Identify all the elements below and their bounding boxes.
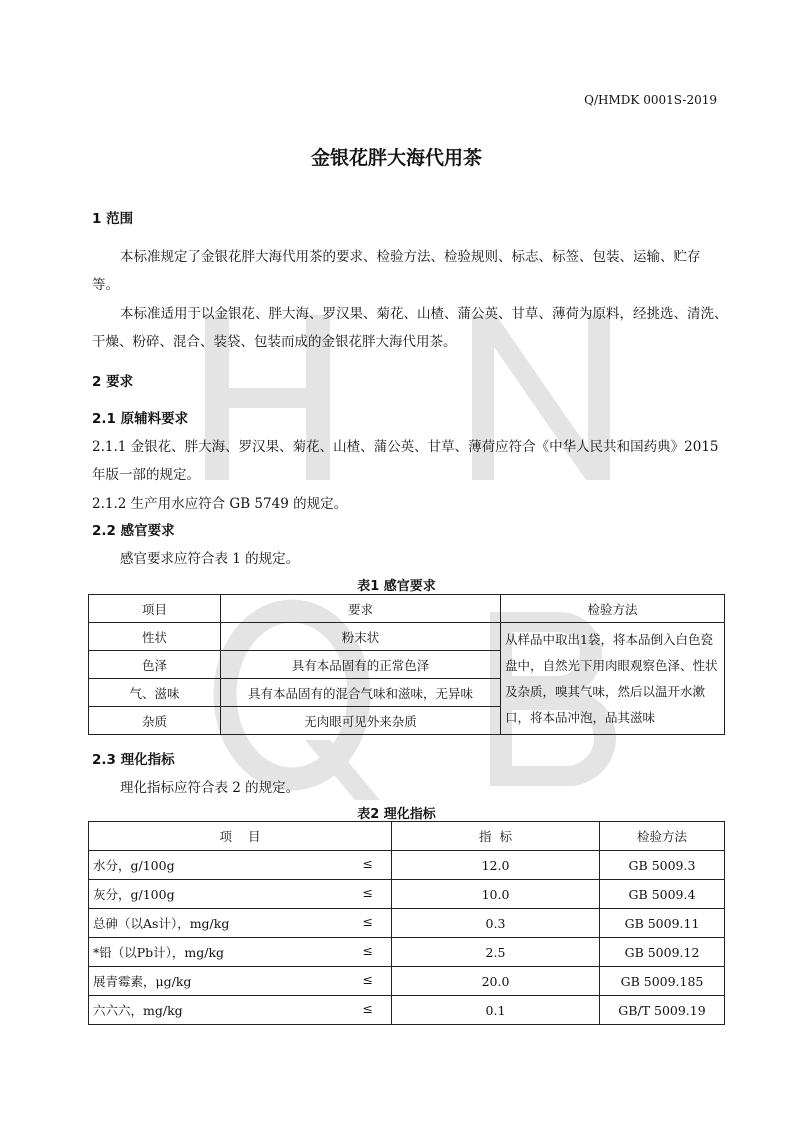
item-label: 水分，g/100g [93,858,175,873]
item-cell [89,880,392,909]
le-symbol: ≤ [362,914,373,929]
limit-cell: 10.0 [392,880,600,909]
section-heading: 2.3 理化指标 [92,752,175,768]
item-cell [89,967,392,996]
paragraph: 感官要求应符合表 1 的规定。 [120,551,300,567]
table-row [89,996,725,1025]
paragraph: 本标准适用于以金银花、胖大海、罗汉果、菊花、山楂、蒲公英、甘草、薄荷为原料，经挑选、清洗、 [120,306,728,322]
le-symbol: ≤ [362,856,373,871]
method-cell: GB/T 5009.19 [600,996,725,1025]
section-heading: 2.2 感官要求 [92,523,175,539]
table-row [89,938,725,967]
table-header-row [89,822,725,851]
header-cell: 检验方法 [600,822,725,851]
table-row [89,623,725,651]
physicochemical-table [88,821,725,1025]
cell: 具有本品固有的正常色泽 [221,651,501,679]
table-row [89,880,725,909]
item-cell [89,996,392,1025]
limit-cell: 20.0 [392,967,600,996]
header-cell: 要求 [221,595,501,623]
le-symbol: ≤ [362,1001,373,1016]
method-cell: GB 5009.12 [600,938,725,967]
limit-cell: 0.1 [392,996,600,1025]
doc-code: Q/HMDK 0001S-2019 [584,93,717,107]
paragraph: 2.1.1 金银花、胖大海、罗汉果、菊花、山楂、蒲公英、甘草、薄荷应符合《中华人民共和国药典》2015 [92,439,719,455]
item-cell [89,909,392,938]
le-symbol: ≤ [362,885,373,900]
le-symbol: ≤ [362,943,373,958]
table-row [89,851,725,880]
section-heading: 2 要求 [92,374,134,390]
cell: 色泽 [89,651,221,679]
cell: 杂质 [89,707,221,735]
table-caption: 表2 理化指标 [357,807,436,822]
item-label: 展青霉素，μg/kg [93,974,192,989]
paragraph: 2.1.2 生产用水应符合 GB 5749 的规定。 [92,496,348,512]
le-symbol: ≤ [362,972,373,987]
method-cell: 从样品中取出1袋，将本品倒入白色瓷盘中，自然光下用肉眼观察色泽、性状及杂质，嗅其气味，然后以温开水漱口，将本品冲泡，品其滋味 [501,623,725,735]
method-cell: GB 5009.185 [600,967,725,996]
item-label: 六六六，mg/kg [93,1003,183,1018]
header-cell: 指 标 [392,822,600,851]
paragraph: 理化指标应符合表 2 的规定。 [120,780,300,796]
cell: 具有本品固有的混合气味和滋味，无异味 [221,679,501,707]
item-cell [89,938,392,967]
sensory-table [88,594,725,735]
header-cell: 项 目 [89,822,392,851]
watermark-letter-n [472,315,610,480]
paragraph: 本标准规定了金银花胖大海代用茶的要求、检验方法、检验规则、标志、标签、包装、运输、贮存 [120,249,701,265]
cell: 性状 [89,623,221,651]
paragraph: 年版一部的规定。 [92,467,200,483]
table-row [89,909,725,938]
cell: 粉末状 [221,623,501,651]
page-title: 金银花胖大海代用茶 [310,147,482,169]
item-label: *铅（以Pb计），mg/kg [93,945,225,960]
paragraph: 干燥、粉碎、混合、装袋、包装而成的金银花胖大海代用茶。 [92,334,457,350]
item-label: 灰分，g/100g [93,887,175,902]
section-heading: 2.1 原辅料要求 [92,411,189,427]
method-cell: GB 5009.4 [600,880,725,909]
item-cell [89,851,392,880]
method-cell: GB 5009.11 [600,909,725,938]
paragraph: 等。 [92,277,119,293]
item-label: 总砷（以As计），mg/kg [93,916,230,931]
method-cell: GB 5009.3 [600,851,725,880]
cell: 无肉眼可见外来杂质 [221,707,501,735]
table-header-row [89,595,725,623]
section-heading: 1 范围 [92,211,134,227]
limit-cell: 2.5 [392,938,600,967]
cell: 气、滋味 [89,679,221,707]
limit-cell: 12.0 [392,851,600,880]
header-cell: 检验方法 [501,595,725,623]
header-cell: 项目 [89,595,221,623]
table-caption: 表1 感官要求 [357,579,436,594]
limit-cell: 0.3 [392,909,600,938]
table-row [89,967,725,996]
